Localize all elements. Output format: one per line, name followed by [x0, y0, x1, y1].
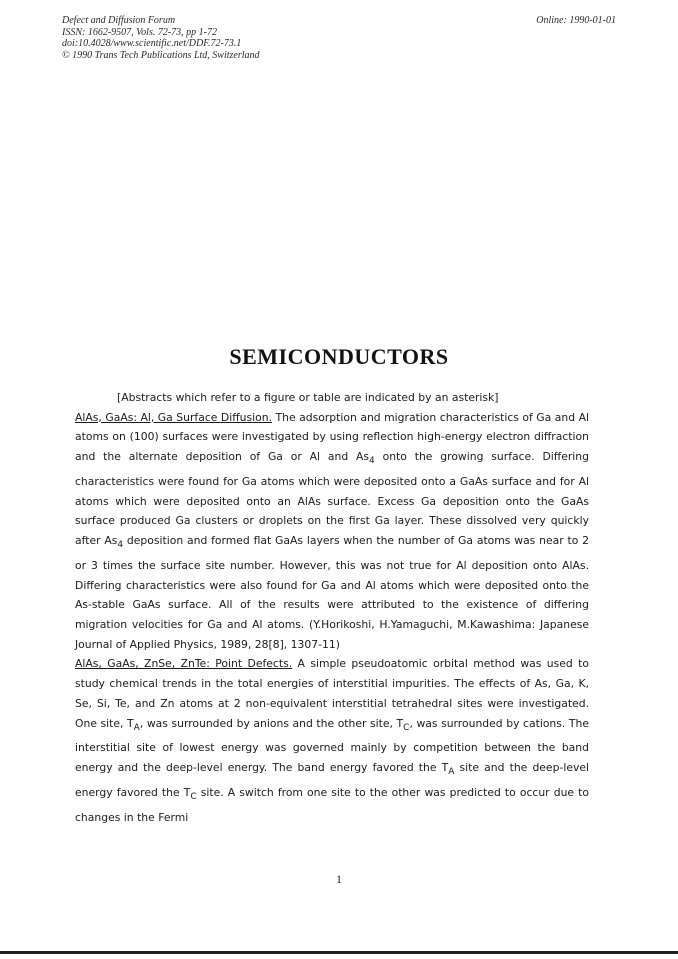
- abstract-text: , was surrounded by anions and the other site, T: [139, 716, 404, 730]
- subscript: 4: [369, 456, 375, 467]
- online-date: Online: 1990-01-01: [536, 15, 616, 26]
- abstract-topic: AlAs, GaAs, ZnSe, ZnTe: Point Defects.: [75, 657, 293, 671]
- abstract-2: [75, 654, 589, 827]
- abstract-text: onto the growing surface. Differing characteristics were found for Ga atoms which were deposited onto a GaAs surface and for Al atoms which were deposited onto an AlAs surface. Excess Ga deposition onto the GaAs surface produced Ga clusters or droplets on the first Ga layer. These dissolved very quickly after As: [75, 450, 589, 548]
- abstract-text: The adsorption and migration characteristics of Ga and Al atoms on (100) surfaces were investigated by using reflection high-energy electron diffraction and the alternate deposition of Ga or Al and As: [75, 410, 590, 464]
- abstract-text: , was surrounded by cations. The interstitial site of lowest energy was governed mainly by competition between the band energy and the deep-level energy. The band energy favored the T: [75, 716, 589, 775]
- copyright-line: © 1990 Trans Tech Publications Ltd, Switzerland: [62, 49, 260, 61]
- subscript: A: [448, 767, 455, 778]
- subscript: C: [403, 722, 410, 733]
- abstract-text: A simple pseudoatomic orbital method was used to study chemical trends in the total energies of interstitial impurities. The effects of As, Ga, K, Se, Si, Te, and Zn atoms at 2 non-equivalent interstitial tetrahedral sites were investigated. One site, T: [75, 657, 590, 730]
- page-title: SEMICONDUCTORS: [229, 344, 449, 369]
- footer-rule: [0, 951, 678, 954]
- doi-line: doi:10.4028/www.scientific.net/DDF.72-73.1: [62, 38, 242, 49]
- online-date-header: [536, 15, 616, 27]
- subscript: A: [133, 722, 140, 733]
- page-number: 1: [336, 872, 342, 886]
- abstract-text: deposition and formed flat GaAs layers when the number of Ga atoms was near to 2 or 3 times the surface site number. However, this was not true for Al deposition onto AlAs. Differing characteristics were also found for Ga and Al atoms which were deposited onto the As-stable GaAs surface. All of the results were attributed to the existence of differing migration velocities for Ga and Al atoms. (Y.Horikoshi, H.Yamaguchi, M.Kawashima: Japanese Journal of Applied Physics, 1989, 28[8], 1307-11): [75, 534, 589, 651]
- abstracts-body: [75, 388, 589, 828]
- issn-line: ISSN: 1662-9507, Vols. 72-73, pp 1-72: [62, 26, 217, 38]
- subscript: 4: [117, 540, 124, 551]
- journal-header: [62, 15, 260, 61]
- subscript: C: [190, 792, 197, 803]
- abstract-1: [75, 408, 589, 655]
- abstract-text: site and the deep-level energy favored the T: [75, 761, 590, 799]
- journal-name: Defect and Diffusion Forum: [62, 15, 176, 26]
- abstract-topic: AlAs, GaAs: Al, Ga Surface Diffusion.: [75, 410, 273, 424]
- asterisk-note: [Abstracts which refer to a figure or table are indicated by an asterisk]: [117, 391, 499, 404]
- abstract-text: site. A switch from one site to the other was predicted to occur due to changes in the Fermi: [75, 785, 589, 824]
